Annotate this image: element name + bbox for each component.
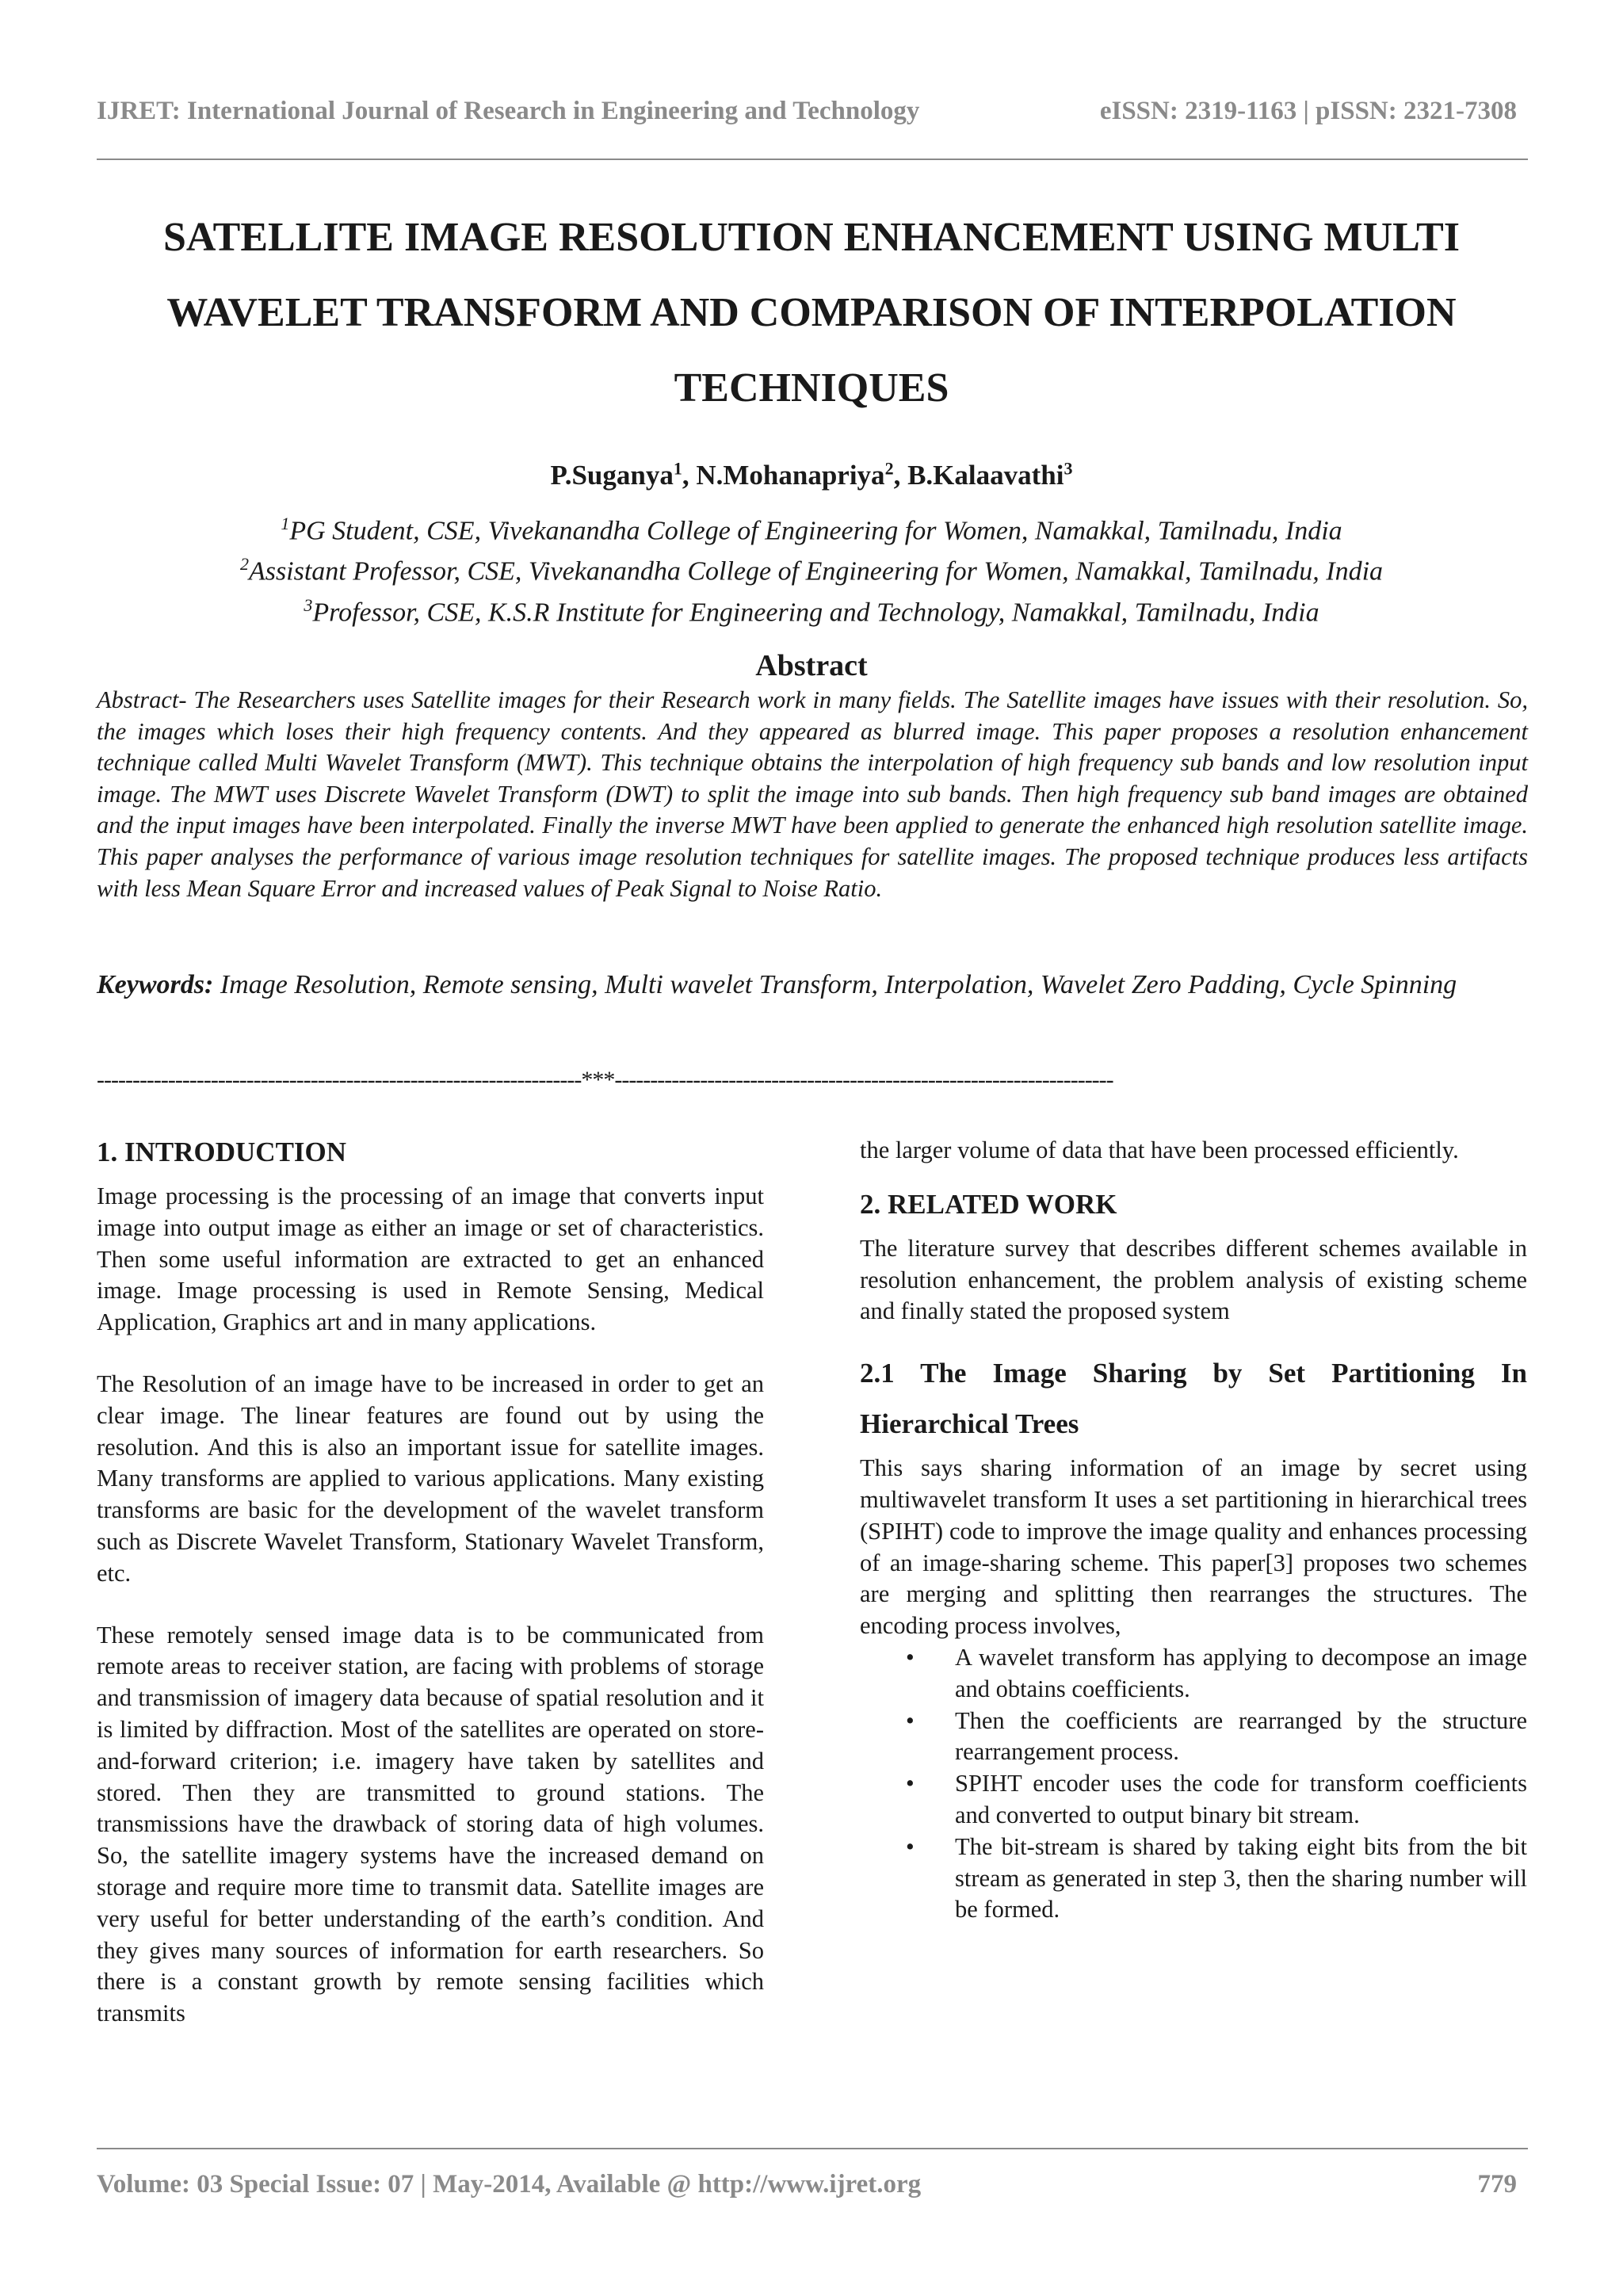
subsection-2-1-paragraph: This says sharing information of an image by secret using multiwavelet transform It uses a set partitioning in hierarchical trees (SPIHT) code to improve the image quality and enhances processing of an image-sharing scheme. This paper[3] proposes two schemes are merging and splitting then rearranges the structures. The encoding process involves, — [860, 1454, 1527, 1640]
intro-paragraph-1: Image processing is the processing of an image that converts input image into output image as either an image or set of characteristics. Then some useful information are extracted to get an enhanced image. Image processing is used in Remote Sensing, Medical Application, Graphics art and in many applications. — [97, 1182, 764, 1336]
author: P.Suganya$^1$, — [550, 458, 697, 491]
issn: eISSN: 2319-1163 | pISSN: 2321-7308 — [1099, 97, 1517, 125]
list-item: • Then the coefficients are rearranged by the structure rearrangement process. — [906, 1706, 1527, 1766]
intro-paragraph-2: The Resolution of an image have to be increased in order to get an clear image. The linear features are found out by using the resolution. And this is also an important issue for satellite images. Many transforms are applied to various applications. Many existing transforms are basic for the development of the wavelet transform such as Discrete Wavelet Transform, Stationary Wavelet Transform, etc. — [97, 1370, 764, 1587]
keywords-label: Keywords: — [97, 970, 214, 999]
affiliation: $^3$Professor, CSE, K.S.R Institute for Engineering and Technology, Namakkal, Tamilnadu, India — [304, 594, 1319, 627]
header-rule — [97, 159, 1528, 160]
bullet-icon: • — [906, 1832, 915, 1860]
author: B.Kalaavathi$^3$ — [907, 458, 1073, 491]
intro-continuation: the larger volume of data that have been processed efficiently. — [860, 1137, 1459, 1163]
bullet-icon: • — [906, 1706, 915, 1734]
list-item: • A wavelet transform has applying to decompose an image and obtains coefficients. — [906, 1643, 1527, 1702]
affiliation: $^1$PG Student, CSE, Vivekanandha College of Engineering for Women, Namakkal, Tamilnadu, India — [281, 514, 1342, 546]
section-heading-introduction: 1. INTRODUCTION — [97, 1137, 347, 1167]
keywords-text: Image Resolution, Remote sensing, Multi wavelet Transform, Interpolation, Wavelet Zero Padding, Cycle Spinning — [220, 970, 1457, 999]
left-column — [97, 1135, 764, 2060]
paper-title: SATELLITE IMAGE RESOLUTION ENHANCEMENT USING MULTI WAVELET TRANSFORM AND COMPARISON OF INTERPOLATION TECHNIQUES — [163, 215, 1460, 411]
section-separator: --------------------------------------------------------------------***---------------------------------------------------------------------- — [97, 1067, 1113, 1093]
abstract-heading: Abstract — [755, 649, 868, 682]
volume-info: Volume: 03 Special Issue: 07 | May-2014, Available @ http://www.ijret.org — [97, 2170, 922, 2199]
abstract-text: Abstract- The Researchers uses Satellite images for their Research work in many fields. The Satellite images have issues with their resolution. So, the images which loses their high frequency contents. And they appeared as blurred image. This paper proposes a resolution enhancement technique called Multi Wavelet Transform (MWT). This technique obtains the interpolation of high frequency sub bands and low resolution input image. The MWT uses Discrete Wavelet Transform (DWT) to split the image into sub bands. Then high frequency sub band images are obtained and the input images have been interpolated. Finally the inverse MWT have been applied to generate the enhanced high resolution satellite image. This paper analyses the performance of various image resolution techniques for satellite images. The proposed technique produces less artifacts with less Mean Square Error and increased values of Peak Signal to Noise Ratio. — [97, 686, 1528, 902]
page-number: 779 — [1477, 2170, 1517, 2199]
section-heading-related-work: 2. RELATED WORK — [860, 1188, 1117, 1220]
encoding-steps-list — [860, 1642, 1527, 1926]
related-work-paragraph: The literature survey that describes different schemes available in resolution enhancement, the problem analysis of existing scheme and finally stated the proposed system — [860, 1234, 1527, 1325]
keywords — [97, 959, 1528, 1011]
affiliation: $^2$Assistant Professor, CSE, Vivekanandha College of Engineering for Women, Namakkal, Tamilnadu, India — [239, 554, 1384, 586]
affiliations — [0, 507, 1623, 629]
bullet-icon: • — [906, 1643, 915, 1671]
running-header — [97, 97, 1528, 126]
author-list — [0, 458, 1623, 491]
right-column — [860, 1135, 1527, 1926]
subsection-heading-2-1: 2.1 The Image Sharing by Set Partitioning In Hierarchical Trees — [860, 1358, 1527, 1440]
journal-name: IJRET: International Journal of Research in Engineering and Technology — [97, 97, 920, 125]
footer-rule — [97, 2148, 1528, 2149]
author: N.Mohanapriya$^2$, — [696, 458, 908, 491]
list-item: • The bit-stream is shared by taking eight bits from the bit stream as generated in step 3, then the sharing number will be formed. — [906, 1832, 1527, 1924]
running-footer — [97, 2170, 1528, 2199]
bullet-icon: • — [906, 1770, 915, 1797]
intro-paragraph-3: These remotely sensed image data is to be communicated from remote areas to receiver station, are facing with problems of storage and transmission of imagery data because of spatial resolution and it is limited by diffraction. Most of the satellites are operated on store-and-forward criterion; i.e. imagery have taken by satellites and stored. Then they are transmitted to ground stations. The transmissions have the drawback of storing data of high volumes. So, the satellite imagery systems have the increased demand on storage and require more time to transmit data. Satellite images are very useful for better understanding of the earth’s condition. And they gives many sources of information for earth researchers. So there is a constant growth by remote sensing facilities which transmits — [97, 1621, 764, 2027]
list-item: • SPIHT encoder uses the code for transform coefficients and converted to output binary bit stream. — [906, 1770, 1527, 1828]
